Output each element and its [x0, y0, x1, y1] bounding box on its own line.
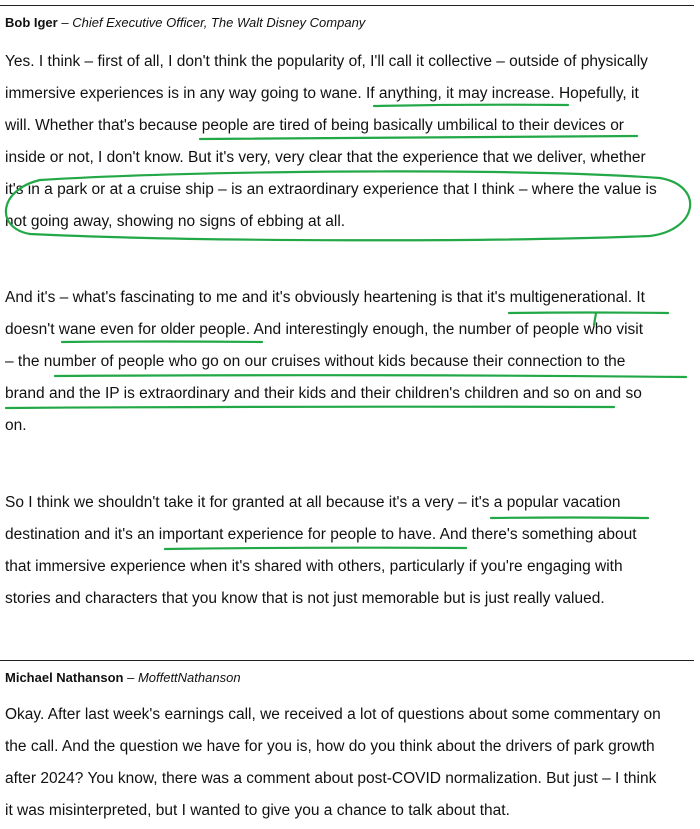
speaker-name: Bob Iger [5, 15, 58, 30]
speaker-line-iger [5, 15, 365, 30]
text-line: – the number of people who go on our cruises without kids because their connection to the [5, 353, 626, 370]
text-line: destination and it's an important experience for people to have. And there's something about [5, 526, 637, 543]
underline-mark [374, 105, 568, 106]
speaker-line-nathanson [5, 670, 241, 685]
text-line: it was misinterpreted, but I wanted to give you a chance to talk about that. [5, 802, 510, 819]
underline-mark [62, 342, 262, 343]
text-line: stories and characters that you know that is not just memorable but is just really valued. [5, 590, 605, 607]
section-divider [0, 660, 694, 661]
text-line: immersive experiences is in any way going to wane. If anything, it may increase. Hopefully, it [5, 85, 639, 102]
underline-mark [6, 407, 614, 408]
underline-mark [491, 518, 648, 519]
text-line: after 2024? You know, there was a comment about post-COVID normalization. But just – I think [5, 770, 657, 787]
text-line: brand and the IP is extraordinary and their kids and their children's children and so on and so [5, 385, 642, 402]
text-line: Okay. After last week's earnings call, we received a lot of questions about some commentary on [5, 706, 661, 723]
speaker-separator: – [57, 15, 73, 30]
underline-mark [200, 136, 637, 139]
text-line: on. [5, 417, 27, 434]
speaker-role: MoffettNathanson [137, 670, 241, 685]
speaker-separator: – [123, 670, 138, 685]
text-line: it's in a park or at a cruise ship – is an extraordinary experience that I think – where the value is [5, 181, 657, 198]
top-rule [0, 5, 694, 6]
underline-mark [165, 548, 466, 549]
text-line: inside or not, I don't know. But it's very, very clear that the experience that we deliver, whether [5, 149, 646, 166]
underline-mark [55, 375, 686, 377]
text-line: And it's – what's fascinating to me and it's obviously heartening is that it's multigenerational. It [5, 289, 645, 306]
speaker-role: Chief Executive Officer, The Walt Disney Company [72, 15, 366, 30]
underline-mark [509, 313, 668, 314]
text-line: the call. And the question we have for you is, how do you think about the drivers of park growth [5, 738, 655, 755]
text-line: So I think we shouldn't take it for granted at all because it's a very – it's a popular vacation [5, 494, 621, 511]
text-line: not going away, showing no signs of ebbing at all. [5, 213, 346, 230]
text-line: will. Whether that's because people are tired of being basically umbilical to their devices or [5, 117, 624, 134]
text-line: that immersive experience when it's shared with others, particularly if you're engaging with [5, 558, 623, 575]
text-line: Yes. I think – first of all, I don't think the popularity of, I'll call it collective – outside of physically [5, 53, 648, 70]
speaker-name: Michael Nathanson [5, 670, 124, 685]
text-line: doesn't wane even for older people. And interestingly enough, the number of people who visit [5, 321, 644, 338]
